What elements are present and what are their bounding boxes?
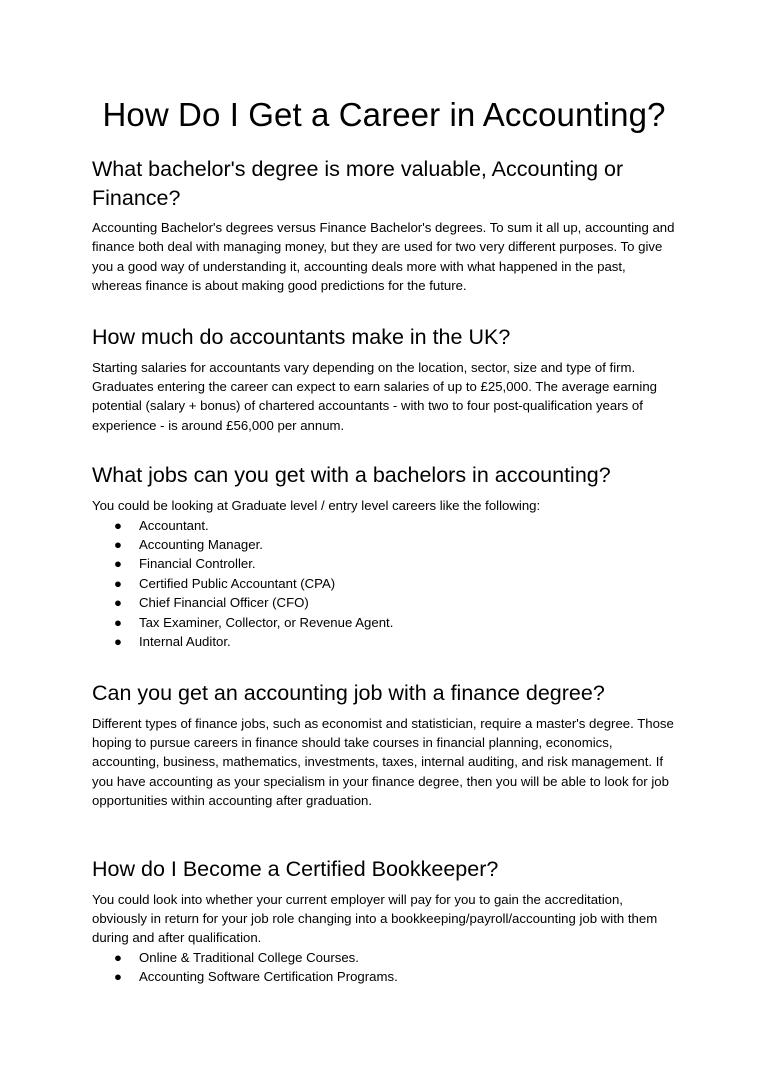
bullet-icon: ● [114,517,122,533]
bullet-icon: ● [114,634,122,650]
list-item [92,632,676,651]
bookkeeper-options-list [92,948,676,987]
section-body-accounting-jobs: You could be looking at Graduate level / entry level careers like the following: [92,498,541,514]
list-item-text: Financial Controller. [139,556,256,572]
bullet-icon: ● [114,969,122,985]
section-heading-uk-salaries: How much do accountants make in the UK? [92,324,511,349]
list-item-text: Tax Examiner, Collector, or Revenue Agent. [139,614,394,630]
bullet-icon: ● [114,614,122,630]
bullet-icon: ● [114,595,122,611]
section-body-uk-salaries: Starting salaries for accountants vary depending on the location, sector, size and type of firm. Graduates entering the career can expect to earn salaries of up to £25,000. The average earning potential (salary + bonus) of chartered accountants - with two to four post-qualification years of experience - is around £56,000 per annum. [92,359,657,433]
bullet-icon: ● [114,575,122,591]
list-item-text: Accounting Software Certification Programs. [139,969,398,985]
list-item [92,554,676,573]
list-item [92,535,676,554]
bullet-icon: ● [114,556,122,572]
list-item-text: Accounting Manager. [139,537,263,553]
section-heading-accounting-jobs: What jobs can you get with a bachelors in accounting? [92,463,611,488]
section-heading-certified-bookkeeper: How do I Become a Certified Bookkeeper? [92,856,499,881]
section-body-finance-degree: Different types of finance jobs, such as economist and statistician, require a master's degree. Those hoping to pursue careers in finance should take courses in financial planning, economics, accounting, business, mathematics, investments, taxes, internal auditing, and risk management. If you have accounting as your specialism in your finance degree, then you will be able to look for job opportunities within accounting after graduation. [92,715,674,809]
list-item [92,593,676,612]
heading-line: What bachelor's degree is more valuable, Accounting or [92,157,624,181]
section-body-degree-value: Accounting Bachelor's degrees versus Finance Bachelor's degrees. To sum it all up, accounting and finance both deal with managing money, but they are used for two very different purposes. To give you a good way of understanding it, accounting deals more with what happened in the past, whereas finance is about making good predictions for the future. [92,220,675,294]
list-item [92,967,676,986]
section-body-certified-bookkeeper: You could look into whether your current employer will pay for you to gain the accreditation, obviously in return for your job role changing into a bookkeeping/payroll/accounting job with them during and after qualification. [92,891,658,946]
list-item-text: Certified Public Accountant (CPA) [139,575,336,591]
section-heading-finance-degree: Can you get an accounting job with a finance degree? [92,680,605,705]
section-heading-degree-value [92,155,676,213]
list-item [92,574,676,593]
list-item [92,613,676,632]
jobs-list [92,516,676,652]
bullet-icon: ● [114,537,122,553]
heading-line: Finance? [92,186,181,210]
list-item-text: Internal Auditor. [139,634,231,650]
list-item-text: Accountant. [139,517,209,533]
bullet-icon: ● [114,949,122,965]
list-item-text: Online & Traditional College Courses. [139,949,359,965]
list-item [92,516,676,535]
document-title: How Do I Get a Career in Accounting? [102,96,666,133]
list-item-text: Chief Financial Officer (CFO) [139,595,309,611]
list-item [92,948,676,967]
